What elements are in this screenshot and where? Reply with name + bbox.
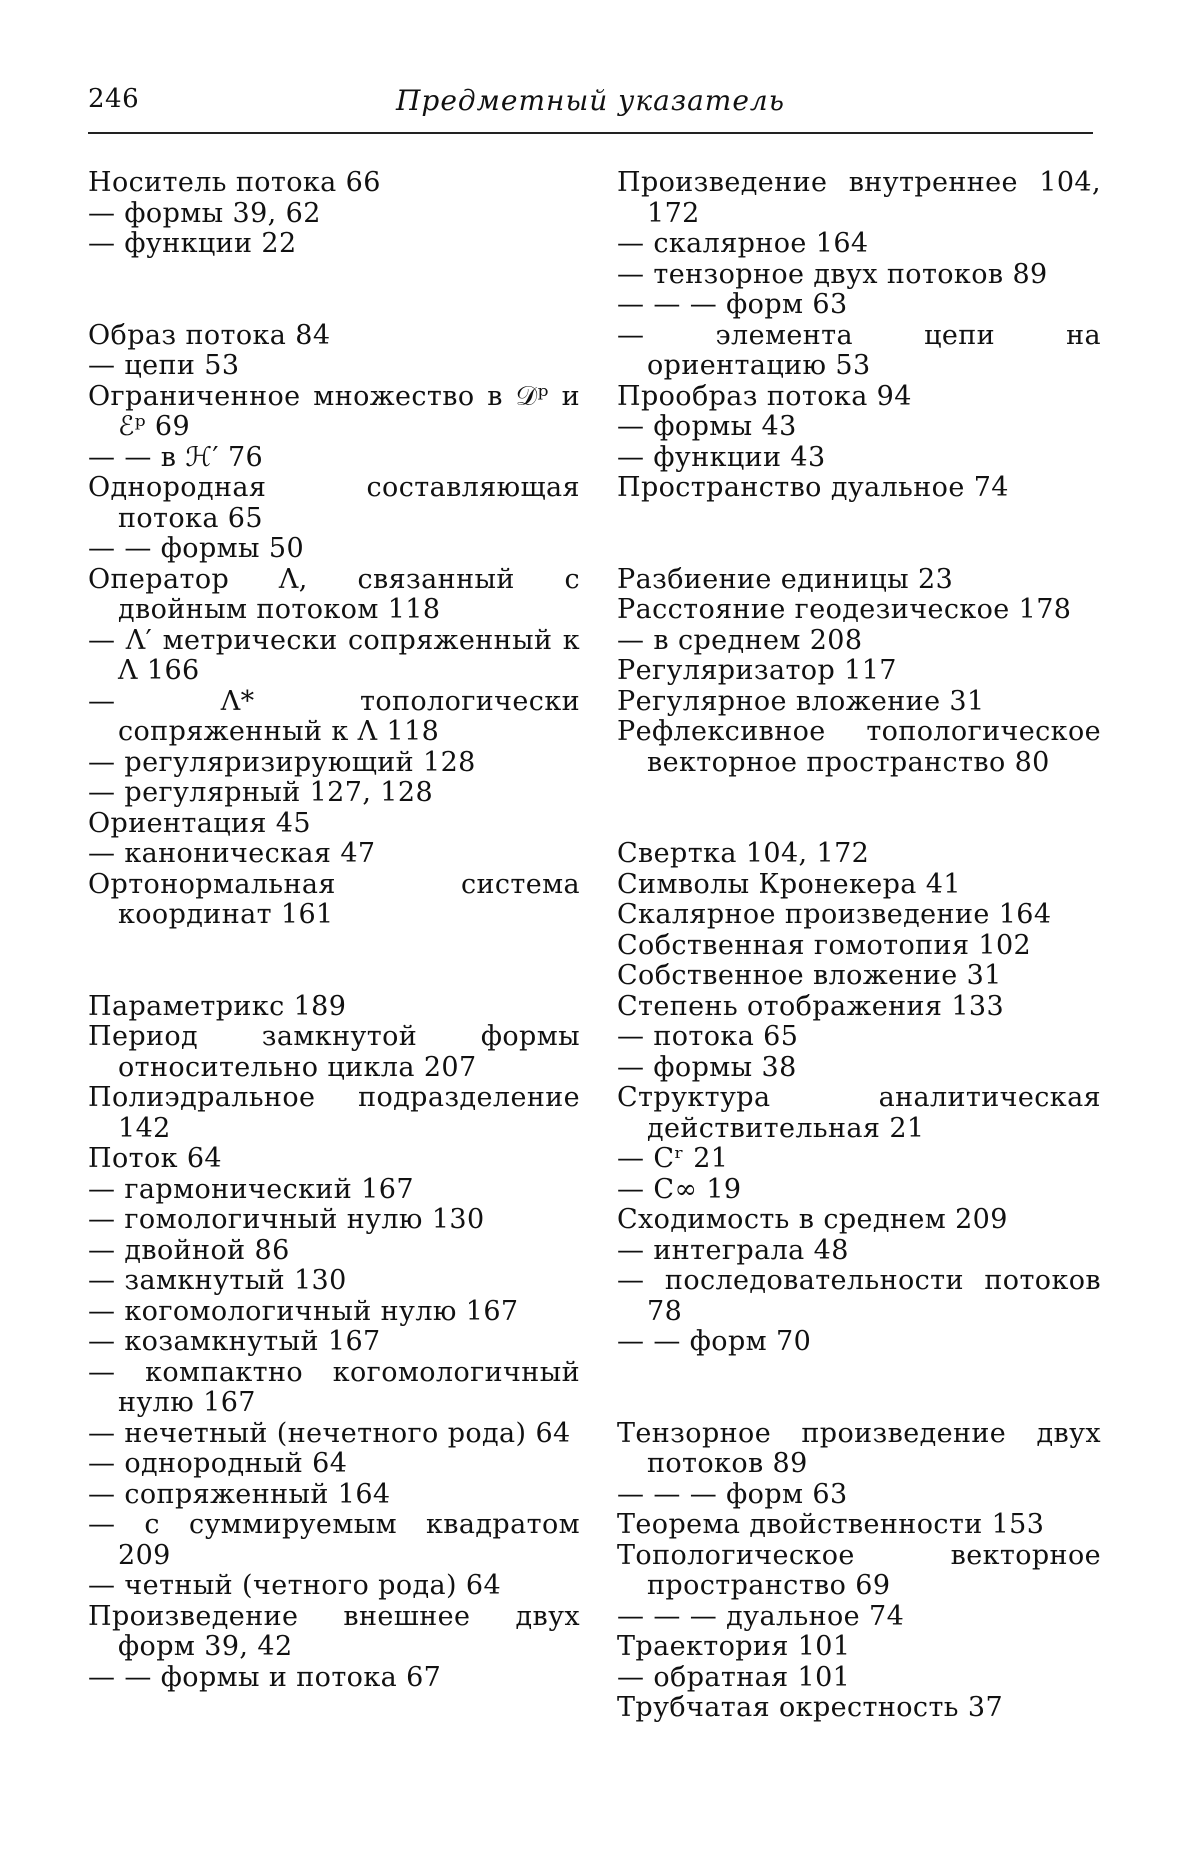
index-entry: — элемента цепи на ориентацию 53 [617,319,1101,381]
index-letter-group [88,992,580,1694]
index-entry: — сопряженный 164 [88,1478,391,1510]
index-entry: Однородная составляющая потока 65 [88,472,580,534]
index-entry: — когомологичный нулю 167 [88,1295,519,1327]
index-entry: Регуляризатор 117 [617,655,897,686]
index-entry: Произведение внешнее двух форм 39, 42 [88,1600,580,1662]
index-entry: Ограниченное множество в 𝒟ᵖ и ℰᵖ 69 [88,380,580,442]
letter-group-gap [617,504,1101,565]
index-entry: — однородный 64 [88,1448,348,1479]
index-entry: Регулярное вложение 31 [617,685,985,717]
index-entry: — — формы и потока 67 [88,1661,442,1693]
running-header [88,72,1093,134]
index-entry: Собственная гомотопия 102 [617,929,1032,961]
index-letter-group [88,168,580,260]
running-title: Предметный указатель [396,84,785,117]
index-letter-group [617,839,1101,1358]
index-entry: Произведение внутреннее 104, 172 [617,167,1101,229]
index-letter-group [617,1419,1101,1724]
index-entry: Степень отображения 133 [617,990,1005,1022]
index-entry: — обратная 101 [617,1661,851,1693]
index-entry: — — — дуальное 74 [617,1600,905,1632]
index-letter-group [617,168,1101,504]
index-entry: — гармонический 167 [88,1173,414,1205]
index-entry: Ориентация 45 [88,807,311,839]
index-entry: Пространство дуальное 74 [617,472,1009,503]
index-entry: — — в ℋ′ 76 [88,441,264,473]
index-entry: Трубчатая окрестность 37 [617,1692,1004,1723]
index-entry: — последовательности потоков 78 [617,1265,1101,1327]
index-entry: — четный (четного рода) 64 [88,1570,502,1601]
index-entry: — потока 65 [617,1021,799,1052]
index-entry: — регулярный 127, 128 [88,777,434,808]
index-entry: — Cʳ 21 [617,1143,729,1174]
index-entry: Прообраз потока 94 [617,380,912,412]
index-entry: — замкнутый 130 [88,1265,347,1296]
index-entry: Траектория 101 [617,1631,851,1662]
index-entry: — C∞ 19 [617,1173,742,1205]
index-entry: Разбиение единицы 23 [617,563,954,595]
index-letter-group [617,565,1101,779]
index-entry: Сходимость в среднем 209 [617,1204,1008,1235]
letter-group-gap [617,1358,1101,1419]
index-column-left [88,168,580,1693]
index-entry: Тензорное произведение двух потоков 89 [617,1417,1101,1479]
index-entry: — — формы 50 [88,533,305,564]
index-letter-group [88,321,580,931]
index-entry: — функции 22 [88,228,297,259]
index-entry: Собственное вложение 31 [617,960,1002,991]
index-entry: — регуляризирующий 128 [88,746,476,778]
index-entry: Полиэдральное подразделение 142 [88,1082,580,1144]
index-entry: Поток 64 [88,1143,223,1174]
index-column-right [617,168,1101,1724]
index-entry: — компактно когомологичный нулю 167 [88,1356,580,1418]
index-entry: — Λ′ метрически сопряженный к Λ 166 [88,624,580,686]
index-entry: Расстояние геодезическое 178 [617,594,1072,625]
index-entry: — формы 38 [617,1051,797,1083]
index-entry: — — — форм 63 [617,1478,848,1510]
index-entry: — скалярное 164 [617,228,869,259]
index-entry: Символы Кронекера 41 [617,868,961,900]
page-number: 246 [88,84,140,114]
index-entry: — тензорное двух потоков 89 [617,258,1048,290]
index-entry: — интеграла 48 [617,1234,849,1266]
index-entry: — функции 43 [617,441,826,473]
index-entry: Оператор Λ, связанный с двойным потоком 118 [88,563,580,625]
letter-group-gap [88,931,580,992]
index-entry: Скалярное произведение 164 [617,899,1052,930]
index-entry: — — — форм 63 [617,289,848,320]
index-entry: Период замкнутой формы относительно цикла 207 [88,1021,580,1083]
index-entry: Теорема двойственности 153 [617,1509,1045,1540]
index-entry: — в среднем 208 [617,624,863,656]
index-entry: — гомологичный нулю 130 [88,1204,485,1235]
index-entry: — козамкнутый 167 [88,1326,381,1357]
index-entry: — каноническая 47 [88,838,376,869]
index-entry: Свертка 104, 172 [617,838,870,869]
index-entry: — Λ* топологически сопряженный к Λ 118 [88,685,580,747]
index-entry: Топологическое векторное пространство 69 [617,1539,1101,1601]
index-entry: — — форм 70 [617,1326,812,1357]
index-entry: Структура аналитическая действительная 21 [617,1082,1101,1144]
letter-group-gap [617,778,1101,839]
index-entry: — двойной 86 [88,1234,290,1266]
index-entry: Ортонормальная система координат 161 [88,868,580,930]
index-entry: — формы 43 [617,411,797,442]
index-entry: Носитель потока 66 [88,167,381,198]
index-entry: Рефлексивное топологическое векторное пространство 80 [617,716,1101,778]
letter-group-gap [88,260,580,321]
index-entry: Образ потока 84 [88,319,331,351]
index-entry: — формы 39, 62 [88,197,321,229]
index-entry: — нечетный (нечетного рода) 64 [88,1417,571,1449]
index-entry: — с суммируемым квадратом 209 [88,1509,580,1571]
index-entry: Параметрикс 189 [88,990,347,1022]
index-entry: — цепи 53 [88,350,240,381]
